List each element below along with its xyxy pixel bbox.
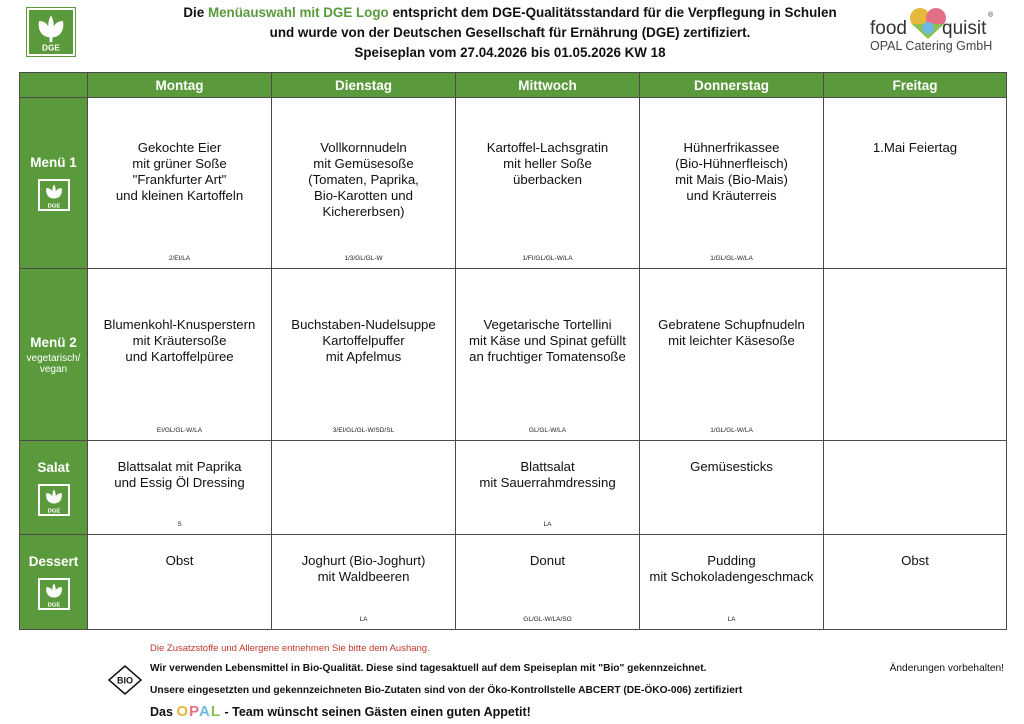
- dish-name: [272, 441, 455, 459]
- dish-name: Obst: [901, 553, 929, 568]
- allergen-codes: 1/3/GL/GL-W: [344, 255, 383, 262]
- allergen-codes: EI/GL/GL-W/LA: [156, 427, 203, 434]
- header-highlight: Menüauswahl mit DGE Logo: [207, 5, 389, 20]
- page-header: [95, 3, 925, 63]
- menu-cell: [824, 98, 1007, 269]
- menu-cell: [640, 98, 824, 269]
- bio-seal-icon: [108, 665, 142, 695]
- dish-name: Gemüsesticks: [690, 459, 773, 474]
- row-title: Salat: [37, 459, 70, 475]
- dge-logo: [27, 8, 75, 56]
- menu-cell: [272, 441, 456, 535]
- menu-cell: [824, 441, 1007, 535]
- brand-word-food: food: [870, 18, 907, 39]
- dish-name: 1.Mai Feiertag: [872, 140, 958, 155]
- row-menu-1: [20, 98, 1007, 269]
- dish-name: Vegetarische Tortellini mit Käse und Spinat gefüllt an fruchtiger Tomatensoße: [469, 317, 626, 364]
- allergen-codes: 2/EI/LA: [168, 255, 191, 262]
- row-dessert: [20, 535, 1007, 630]
- dish-name: Pudding mit Schokoladengeschmack: [649, 553, 814, 584]
- allergen-codes: 1/GL/GL-W/LA: [710, 427, 753, 434]
- greeting: [150, 703, 531, 720]
- dge-badge: [38, 578, 70, 610]
- opal-brand: [176, 703, 221, 720]
- menu-cell: [640, 269, 824, 441]
- dge-leaf-icon: [40, 181, 68, 209]
- header-line-1: [95, 3, 925, 23]
- menu-cell: [456, 269, 640, 441]
- menu-cell: [88, 535, 272, 630]
- dge-badge: [38, 484, 70, 516]
- row-subtitle: vegetarisch/ vegan: [26, 352, 81, 375]
- dish-name: Vollkornnudeln mit Gemüsesoße (Tomaten, Paprika, Bio-Karotten und Kichererbsen): [308, 140, 419, 219]
- opal-letter: A: [199, 703, 211, 720]
- day-header-mittwoch: Mittwoch: [456, 73, 640, 98]
- disclaimer: Änderungen vorbehalten!: [889, 663, 1004, 674]
- dish-name: Blumenkohl-Knusperstern mit Kräutersoße und Kartoffelpüree: [103, 317, 256, 364]
- menu-cell: [456, 98, 640, 269]
- menu-cell: [456, 441, 640, 535]
- menu-cell: [88, 441, 272, 535]
- day-header-freitag: Freitag: [824, 73, 1007, 98]
- dish-name: Obst: [165, 553, 194, 568]
- dish-name: Kartoffel-Lachsgratin mit heller Soße überbacken: [486, 140, 609, 187]
- dish-name: Buchstaben-Nudelsuppe Kartoffelpuffer mit Apfelmus: [291, 317, 436, 364]
- dish-name: [824, 441, 1006, 459]
- dish-name: Gebratene Schupfnudeln mit leichter Käsesoße: [658, 317, 805, 348]
- header-prefix: Die: [183, 5, 205, 20]
- svg-text:DGE: DGE: [47, 602, 60, 608]
- dge-badge: [38, 179, 70, 211]
- svg-text:DGE: DGE: [47, 203, 60, 209]
- svg-text:DGE: DGE: [42, 43, 60, 53]
- header-suffix: entspricht dem DGE-Qualitätsstandard für die Verpflegung in Schulen: [392, 5, 837, 20]
- allergen-codes: 1/GL/GL-W/LA: [710, 255, 753, 262]
- allergen-codes: LA: [359, 616, 368, 623]
- brand-registered: ®: [988, 12, 994, 19]
- menu-cell: [272, 98, 456, 269]
- allergen-codes: 1/FI/GL/GL-W/LA: [522, 255, 573, 262]
- menu-cell: [640, 441, 824, 535]
- row-title: Menü 1: [30, 155, 77, 170]
- row-menu-2: [20, 269, 1007, 441]
- dish-name: Hühnerfrikassee (Bio-Hühnerfleisch) mit Mais (Bio-Mais) und Kräuterreis: [675, 140, 788, 203]
- menu-cell: [456, 535, 640, 630]
- allergen-codes: S: [177, 521, 182, 528]
- dge-leaf-icon: [29, 10, 73, 54]
- bio-certification: Unsere eingesetzten und gekennzeichneten Bio-Zutaten sind von der Öko-Kontrollstelle ABCERT (DE-ÖKO-006) zertifiziert: [150, 685, 743, 696]
- row-header-menu-2: [20, 269, 88, 441]
- greeting-suffix: - Team wünscht seinen Gästen einen guten Appetit!: [224, 705, 531, 719]
- allergen-codes: LA: [727, 616, 736, 623]
- allergen-note: Die Zusatzstoffe und Allergene entnehmen Sie bitte dem Aushang.: [150, 643, 430, 654]
- dge-leaf-icon: [40, 580, 68, 608]
- row-header-salat: [20, 441, 88, 535]
- allergen-codes: 3/EI/GL/GL-W/SD/SL: [332, 427, 395, 434]
- header-line-2: und wurde von der Deutschen Gesellschaft für Ernährung (DGE) zertifiziert.: [269, 25, 751, 40]
- brand-word-quisit: quisit: [942, 18, 987, 39]
- menu-cell: [824, 269, 1007, 441]
- corner-cell: [20, 73, 88, 98]
- menu-cell: [88, 98, 272, 269]
- row-title: Menü 2: [30, 334, 77, 350]
- brand-subtitle: OPAL Catering GmbH: [870, 39, 993, 53]
- dish-name: Blattsalat mit Sauerrahmdressing: [479, 459, 616, 490]
- opal-letter: O: [176, 703, 190, 720]
- row-header-menu-1: [20, 98, 88, 269]
- menu-cell: [272, 535, 456, 630]
- dish-name: [824, 269, 1006, 317]
- allergen-codes: GL/GL-W/LA: [528, 427, 567, 434]
- day-header-donnerstag: Donnerstag: [640, 73, 824, 98]
- menu-cell: [88, 269, 272, 441]
- dge-leaf-icon: [40, 486, 68, 514]
- svg-text:DGE: DGE: [47, 507, 60, 514]
- header-line-3: Speiseplan vom 27.04.2026 bis 01.05.2026 KW 18: [354, 45, 666, 60]
- menu-cell: [640, 535, 824, 630]
- menu-cell: [272, 269, 456, 441]
- row-salat: [20, 441, 1007, 535]
- day-header-montag: Montag: [88, 73, 272, 98]
- opal-letter: P: [189, 703, 199, 720]
- allergen-codes: LA: [543, 521, 552, 528]
- dish-name: Joghurt (Bio-Joghurt) mit Waldbeeren: [301, 553, 426, 584]
- opal-letter: L: [210, 703, 222, 720]
- menu-cell: [824, 535, 1007, 630]
- day-header-row: [20, 73, 1007, 98]
- svg-text:BIO: BIO: [116, 675, 134, 686]
- day-header-dienstag: Dienstag: [272, 73, 456, 98]
- dish-name: Donut: [529, 553, 566, 568]
- foodquisit-logo: [868, 6, 998, 58]
- row-header-dessert: [20, 535, 88, 630]
- bio-statement: Wir verwenden Lebensmittel in Bio-Qualität. Diese sind tagesaktuell auf dem Speiseplan mit "Bio" gekennzeichnet.: [150, 663, 707, 674]
- allergen-codes: GL/GL-W/LA/SO: [523, 616, 572, 623]
- row-title: Dessert: [28, 554, 79, 569]
- greeting-prefix: Das: [150, 705, 173, 719]
- dish-name: Gekochte Eier mit grüner Soße "Frankfurter Art" und kleinen Kartoffeln: [115, 140, 244, 203]
- menu-table: [19, 72, 1007, 630]
- dish-name: Blattsalat mit Paprika und Essig Öl Dressing: [114, 459, 245, 490]
